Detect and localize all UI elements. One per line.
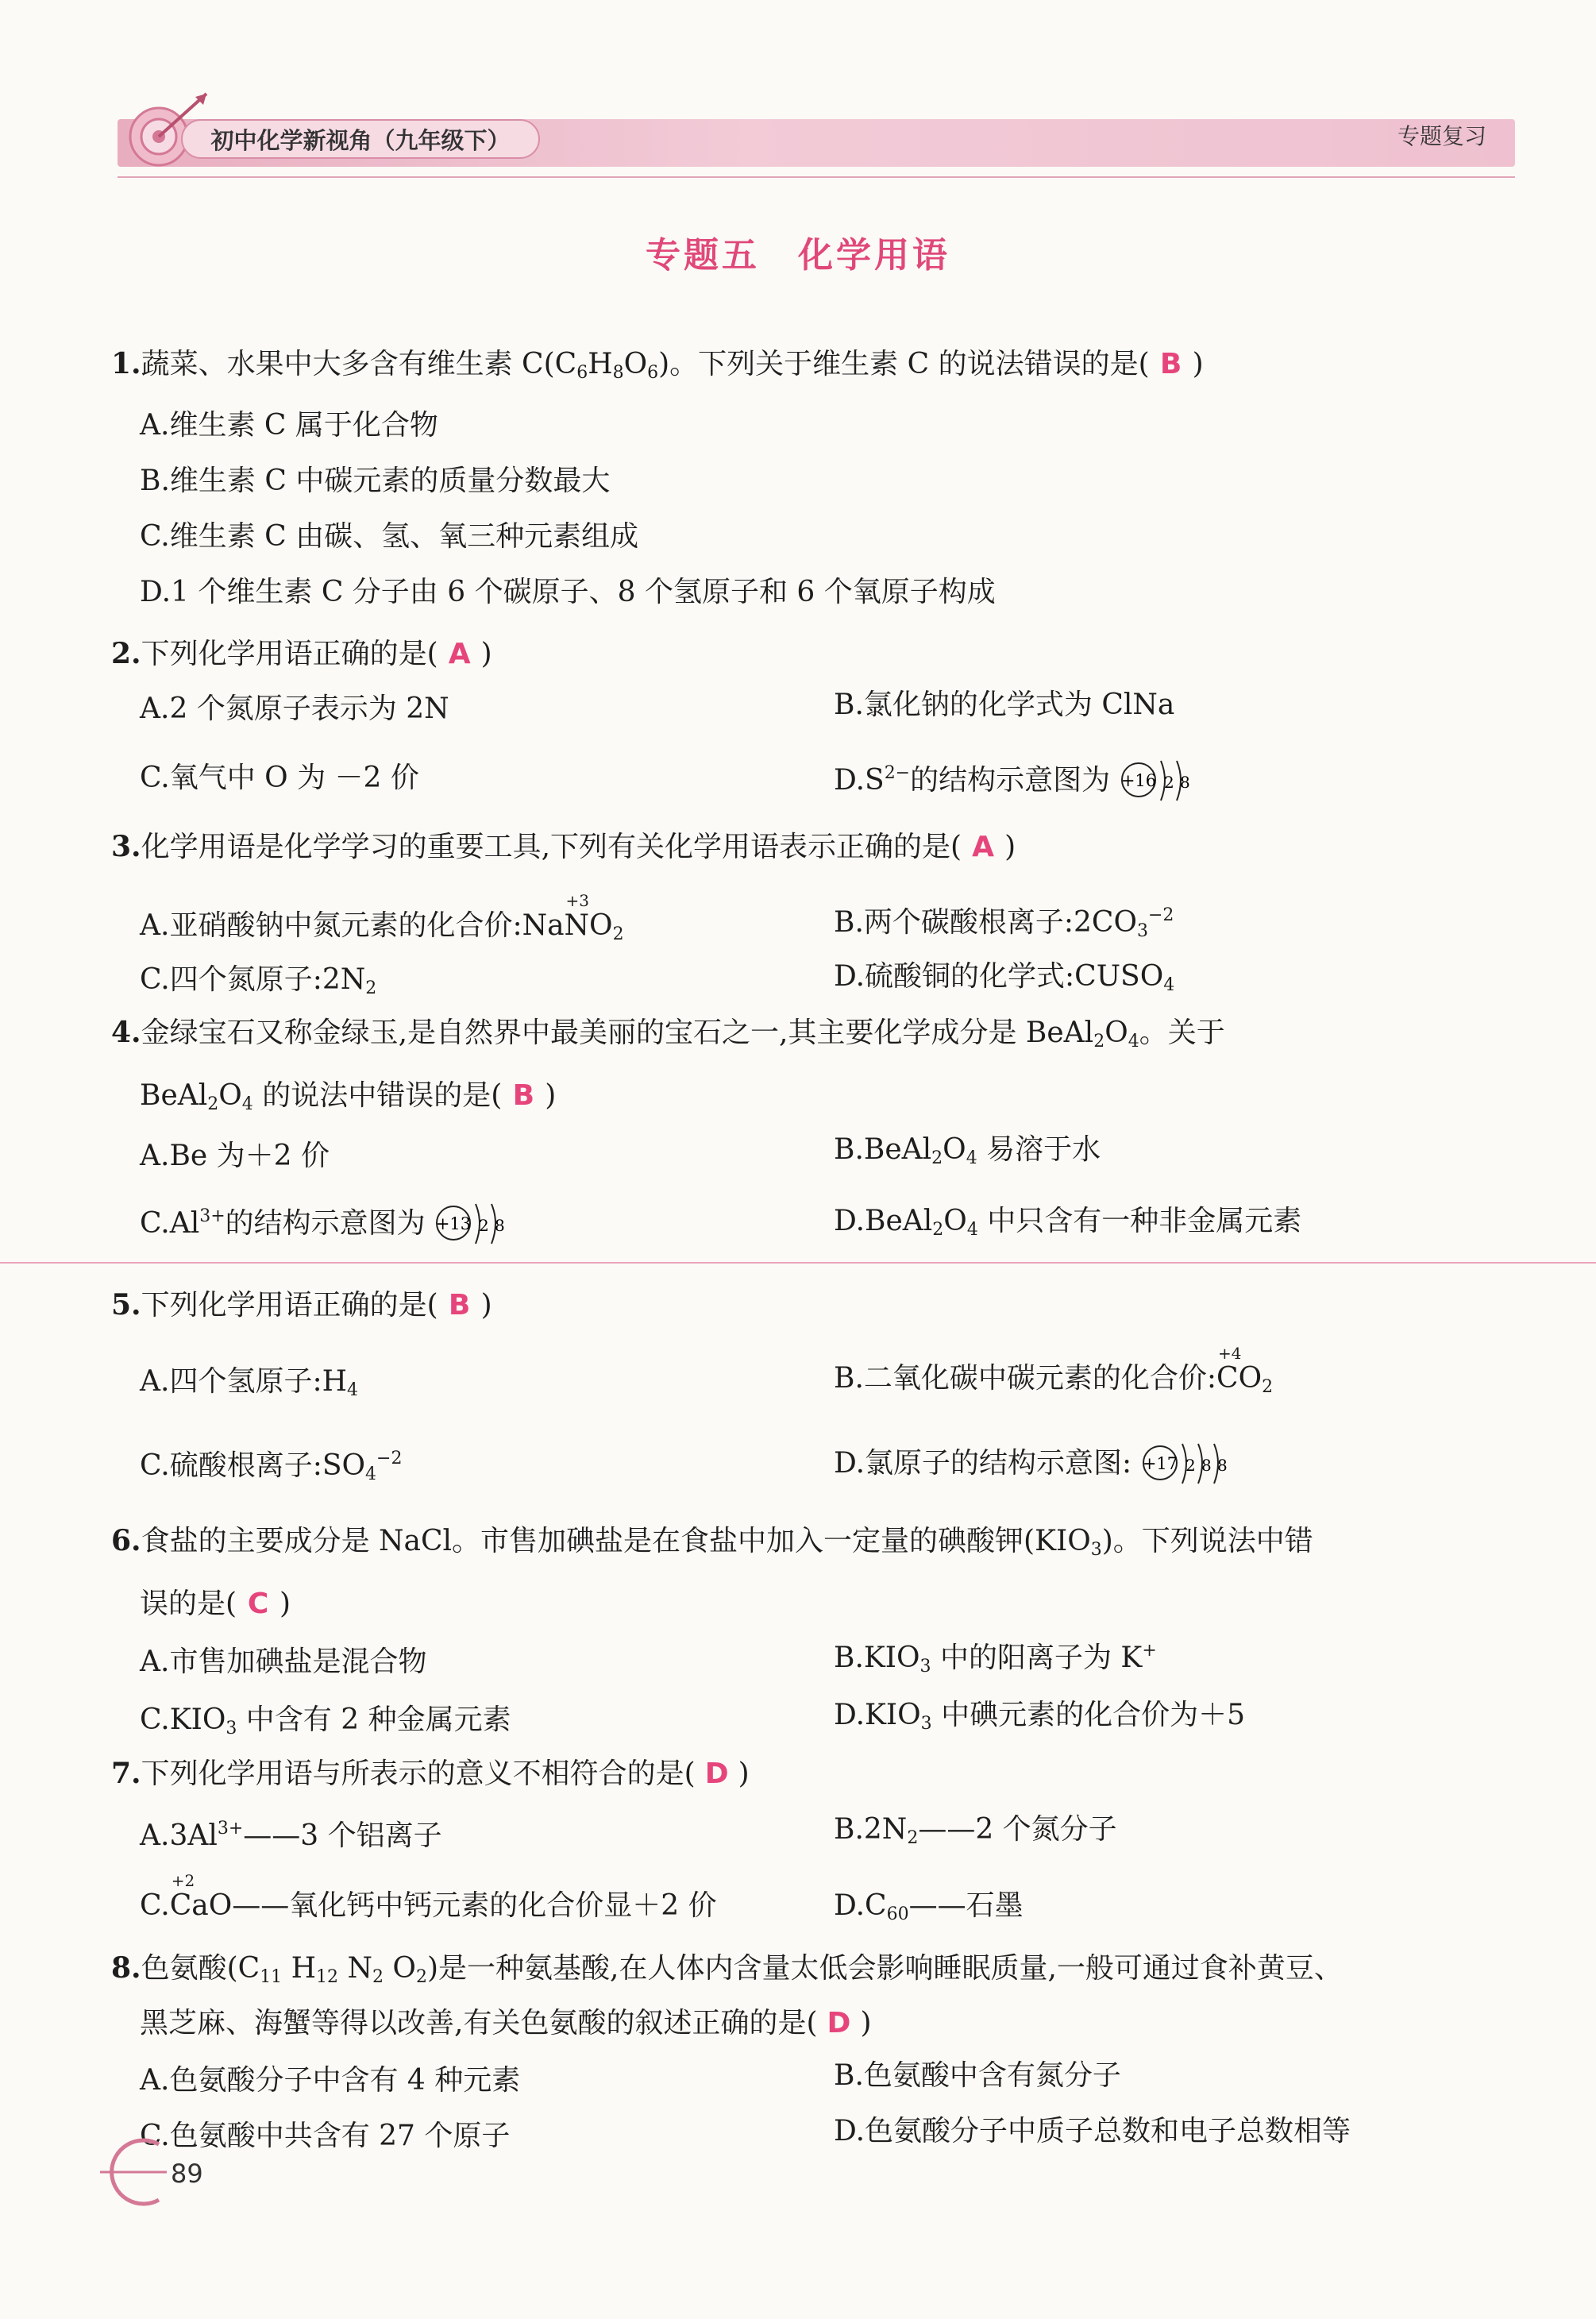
stem-text: 化学用语是化学学习的重要工具,下列有关化学用语表示正确的是( xyxy=(141,831,962,863)
stem-text: O xyxy=(383,1952,416,1985)
close-paren: ) xyxy=(480,638,492,670)
valence-mark: +3 xyxy=(565,891,590,910)
shell-count: 8 xyxy=(495,1216,505,1235)
option-text: O xyxy=(943,1205,967,1237)
subscript: 2 xyxy=(612,924,624,944)
stem-text: H xyxy=(588,348,613,380)
option-b xyxy=(834,1133,1101,1168)
question-number: 7. xyxy=(111,1757,141,1790)
option-d xyxy=(834,1439,1244,1491)
stem-text: )。下列说法中错 xyxy=(1101,1525,1313,1557)
option-a xyxy=(140,1365,358,1400)
option-d xyxy=(834,960,1175,995)
valence-mark: +2 xyxy=(171,1871,195,1890)
valence-element xyxy=(564,891,590,942)
answer: B xyxy=(512,1079,535,1112)
superscript: 3+ xyxy=(217,1819,244,1839)
shell-count: 2 xyxy=(1163,773,1174,792)
element: Ca xyxy=(169,1889,209,1922)
option-a xyxy=(140,891,624,944)
nucleus-label: +16 xyxy=(1120,771,1156,790)
option-text: D.硫酸铜的化学式:CUSO xyxy=(834,960,1164,993)
question-number: 5. xyxy=(111,1288,141,1322)
page-number: 89 xyxy=(171,2159,203,2189)
superscript: −2 xyxy=(376,1449,403,1468)
valence-mark: +4 xyxy=(1218,1344,1242,1363)
stem-text: )。下列关于维生素 C 的说法错误的是( xyxy=(658,348,1150,380)
option-d xyxy=(834,1207,1301,1239)
subscript: 2 xyxy=(1262,1377,1274,1397)
option-c: C.维生素 C 由碳、氢、氧三种元素组成 xyxy=(140,520,639,553)
option-text: 中含有 2 种金属元素 xyxy=(237,1704,511,1736)
close-paren: ) xyxy=(1192,348,1204,380)
option-d: D.1 个维生素 C 分子由 6 个碳原子、8 个氢原子和 6 个氧原子构成 xyxy=(140,576,996,608)
header-divider xyxy=(118,176,1515,178)
subscript: 2 xyxy=(372,1967,384,1987)
option-text: O——氧化钙中钙元素的化合价显＋2 价 xyxy=(208,1889,717,1922)
option-text: C.Al xyxy=(140,1207,200,1240)
question-number: 6. xyxy=(111,1524,141,1557)
close-paren: ) xyxy=(1004,831,1016,863)
subscript: 11 xyxy=(260,1967,283,1987)
close-paren: ) xyxy=(860,2007,872,2039)
subscript: 2 xyxy=(207,1094,219,1114)
close-paren: ) xyxy=(545,1079,557,1112)
stem-text: O xyxy=(1104,1017,1128,1049)
option-a: A.市售加碘盐是混合物 xyxy=(140,1646,427,1678)
answer: C xyxy=(247,1588,269,1620)
subscript: 3 xyxy=(1137,921,1148,941)
option-c xyxy=(140,1706,511,1738)
stem-text: 食盐的主要成分是 NaCl。市售加碘盐是在食盐中加入一定量的碘酸钾(KIO xyxy=(141,1525,1091,1557)
answer: B xyxy=(448,1289,471,1322)
option-a: A.维生素 C 属于化合物 xyxy=(140,409,438,442)
answer: A xyxy=(972,831,995,863)
option-text: 中碘元素的化合价为＋5 xyxy=(931,1699,1246,1731)
option-c xyxy=(140,1871,717,1922)
valence-element xyxy=(1216,1344,1242,1395)
subscript: 4 xyxy=(1163,975,1175,995)
subscript: 4 xyxy=(346,1380,358,1400)
subscript: 2 xyxy=(1093,1032,1105,1051)
question-number: 8. xyxy=(111,1951,141,1985)
question-number: 4. xyxy=(111,1016,141,1049)
option-text: A.3Al xyxy=(140,1819,218,1852)
subscript: 2 xyxy=(415,1967,427,1987)
stem-text: BeAl xyxy=(140,1079,208,1112)
option-d: D.色氨酸分子中质子总数和电子总数相等 xyxy=(834,2115,1351,2147)
option-text: 的结构示意图为 xyxy=(910,764,1111,797)
option-d xyxy=(834,1889,1024,1924)
stem-text: 色氨酸(C xyxy=(141,1952,260,1985)
answer: B xyxy=(1159,348,1182,380)
question-8-stem-cont xyxy=(140,2009,872,2038)
subscript: 8 xyxy=(612,363,624,383)
answer: D xyxy=(704,1758,729,1790)
atom-structure-diagram xyxy=(434,1199,522,1252)
option-text: ——石墨 xyxy=(908,1889,1024,1922)
question-7-stem xyxy=(111,1759,750,1788)
option-text: ——2 个氮分子 xyxy=(918,1813,1117,1846)
shell-count: 2 xyxy=(1185,1456,1196,1475)
option-b xyxy=(834,1642,1157,1676)
option-c xyxy=(140,963,377,998)
option-text: C.硫酸根离子:SO xyxy=(140,1449,366,1482)
option-text: ——3 个铝离子 xyxy=(243,1819,442,1852)
subscript: 3 xyxy=(919,1657,931,1677)
stem-text: )是一种氨基酸,在人体内含量太低会影响睡眠质量,一般可通过食补黄豆、 xyxy=(426,1952,1343,1985)
stem-text: 误的是( xyxy=(140,1588,237,1620)
question-6-stem-cont xyxy=(140,1590,291,1619)
question-1-stem xyxy=(111,349,1204,382)
nucleus-label: +13 xyxy=(435,1214,472,1233)
subscript: 4 xyxy=(966,1148,977,1168)
nucleus-label: +17 xyxy=(1142,1454,1178,1473)
option-text: C. xyxy=(140,1889,170,1922)
subscript: 4 xyxy=(365,1464,377,1484)
option-text: C.KIO xyxy=(140,1704,226,1736)
option-text: D.氯原子的结构示意图: xyxy=(834,1447,1132,1480)
stem-text: 金绿宝石又称金绿玉,是自然界中最美丽的宝石之一,其主要化学成分是 BeAl xyxy=(141,1017,1094,1049)
subscript: 4 xyxy=(241,1094,253,1114)
stem-text: O xyxy=(623,348,648,380)
question-6-stem xyxy=(111,1526,1313,1559)
answer: D xyxy=(827,2007,851,2039)
stem-text: 。关于 xyxy=(1139,1017,1225,1049)
subscript: 3 xyxy=(1090,1540,1102,1560)
question-8-stem xyxy=(111,1951,1343,1987)
stem-text: 下列化学用语与所表示的意义不相符合的是( xyxy=(141,1758,696,1790)
valence-element xyxy=(169,1871,209,1922)
option-text: O xyxy=(1238,1362,1263,1395)
superscript: −2 xyxy=(1148,905,1174,925)
question-number: 3. xyxy=(111,830,141,863)
option-text: A.亚硝酸钠中氮元素的化合价:Na xyxy=(140,909,565,942)
option-text: A.四个氢原子:H xyxy=(140,1365,347,1398)
subscript: 3 xyxy=(920,1714,932,1734)
option-b: B.氯化钠的化学式为 ClNa xyxy=(834,689,1175,721)
option-text: O xyxy=(943,1133,966,1166)
option-text: D.KIO xyxy=(834,1699,921,1731)
question-number: 2. xyxy=(111,637,141,670)
superscript: + xyxy=(1142,1641,1157,1661)
question-4-stem xyxy=(111,1018,1225,1051)
option-text: O xyxy=(589,909,613,942)
option-c xyxy=(140,1450,402,1484)
option-d xyxy=(834,756,1199,808)
option-a xyxy=(140,1820,442,1850)
option-b xyxy=(834,1815,1117,1847)
option-b xyxy=(834,1344,1274,1397)
option-text: B.两个碳酸根离子:2CO xyxy=(834,906,1137,939)
option-text: 中只含有一种非金属元素 xyxy=(977,1205,1302,1237)
shell-count: 8 xyxy=(1216,1456,1228,1475)
option-text: D.S xyxy=(834,764,885,797)
option-text: B.2N xyxy=(834,1813,908,1846)
answer: A xyxy=(448,638,471,670)
option-c xyxy=(140,1199,522,1252)
page-title: 专题五 化学用语 xyxy=(646,235,950,276)
stem-text: O xyxy=(218,1079,242,1112)
superscript: 3+ xyxy=(199,1206,226,1226)
subscript: 12 xyxy=(316,1967,339,1987)
option-c: C.氧气中 O 为 －2 价 xyxy=(140,762,419,794)
stem-text: 的说法中错误的是( xyxy=(253,1079,503,1112)
option-text: D.C xyxy=(834,1889,887,1922)
stem-text: 黑芝麻、海蟹等得以改善,有关色氨酸的叙述正确的是( xyxy=(140,2007,818,2039)
subscript: 2 xyxy=(932,1220,944,1240)
element: N xyxy=(564,909,590,942)
question-3-stem xyxy=(111,832,1016,862)
option-d xyxy=(834,1701,1245,1733)
option-text: B.二氧化碳中碳元素的化合价: xyxy=(834,1362,1217,1395)
close-paren: ) xyxy=(480,1289,492,1322)
option-text: B.KIO xyxy=(834,1642,920,1674)
stem-text: N xyxy=(338,1952,372,1985)
question-2-stem xyxy=(111,639,492,669)
option-text: 易溶于水 xyxy=(977,1133,1101,1166)
shell-count: 8 xyxy=(1201,1456,1212,1475)
stem-text: 下列化学用语正确的是( xyxy=(141,1289,438,1322)
option-text: 的结构示意图为 xyxy=(225,1207,426,1240)
option-a: A.色氨酸分子中含有 4 种元素 xyxy=(140,2064,521,2097)
option-a: A.2 个氮原子表示为 2N xyxy=(140,693,449,725)
option-b: B.色氨酸中含有氮分子 xyxy=(834,2059,1121,2092)
option-text: B.BeAl xyxy=(834,1133,932,1166)
page-divider xyxy=(0,1262,1596,1264)
option-text: 中的阳离子为 K xyxy=(931,1642,1143,1674)
option-text: D.BeAl xyxy=(834,1205,933,1237)
atom-structure-diagram xyxy=(1120,756,1199,808)
superscript: 2− xyxy=(884,763,911,783)
subscript: 2 xyxy=(931,1148,943,1168)
shell-count: 2 xyxy=(479,1216,489,1235)
stem-text: H xyxy=(282,1952,317,1985)
subscript: 2 xyxy=(907,1828,919,1848)
subscript: 2 xyxy=(365,978,377,998)
close-paren: ) xyxy=(279,1588,291,1620)
shell-count: 8 xyxy=(1179,773,1190,792)
subscript: 4 xyxy=(966,1220,978,1240)
atom-structure-diagram xyxy=(1141,1439,1244,1491)
option-a: A.Be 为＋2 价 xyxy=(140,1140,330,1172)
close-paren: ) xyxy=(738,1758,750,1790)
question-4-stem-cont xyxy=(140,1079,557,1114)
subscript: 60 xyxy=(886,1904,909,1924)
stem-text: 下列化学用语正确的是( xyxy=(141,638,438,670)
option-b: B.维生素 C 中碳元素的质量分数最大 xyxy=(140,465,611,497)
element: C xyxy=(1216,1362,1239,1395)
subscript: 6 xyxy=(576,363,588,383)
section-label: 专题复习 xyxy=(1397,123,1487,149)
subscript: 6 xyxy=(647,363,659,383)
subscript: 4 xyxy=(1128,1032,1139,1051)
question-number: 1. xyxy=(111,347,141,380)
question-5-stem xyxy=(111,1288,492,1322)
option-c: C.色氨酸中共含有 27 个原子 xyxy=(140,2120,511,2152)
option-text: C.四个氮原子:2N xyxy=(140,963,366,996)
book-title: 初中化学新视角（九年级下） xyxy=(181,119,540,159)
option-b xyxy=(834,907,1174,940)
subscript: 3 xyxy=(226,1719,237,1738)
stem-text: 蔬菜、水果中大多含有维生素 C(C xyxy=(141,348,577,380)
